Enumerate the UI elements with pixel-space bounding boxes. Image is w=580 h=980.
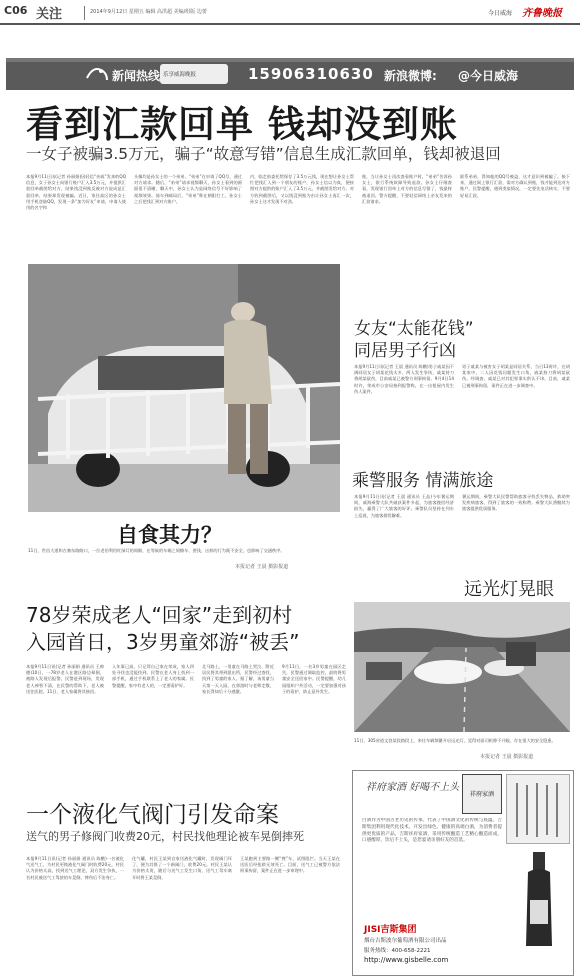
photo1-credit: 本报记者 王晨 摄影报道 — [235, 564, 289, 570]
photo2-caption: 11日，305省道文登某段路段上，来往车辆频繁开启远光灯，晃得对面司机睁不开眼，存在很大的安全隐患。 — [354, 738, 556, 743]
section-label: 关注 — [36, 7, 63, 22]
sponsor-text: 乐享威海晚报 — [163, 72, 197, 78]
hotline-phone: 15906310630 — [248, 65, 374, 83]
ad-brand-logo: JISI吉斯集团 — [364, 925, 417, 935]
ad-body: 白酒作为中国古老历史的传承，代表了中国酒文化的传统与底蕴。吉斯集团利用现代化技术，开发出绿色、健康的高端白酒，为消费者提供更优质的产品。吉斯祥府家酒，采用传统酿造工艺精心酿造而成，口感醇厚，饮后不上头，是您宴请亲朋好友的首选。 — [362, 818, 502, 844]
header-rule — [0, 23, 580, 25]
elder-title: 78岁荣成老人“回家”走到初村 入园首日，3岁男童郊游“被丢” — [26, 603, 300, 654]
elder-column-4: 9月11日，一名3岁男童在园区走失，民警通过调取监控，最终将男童安全送回家中。民警提醒，幼儿园组织户外活动，一定要加强对孩子的看护，防止意外发生。 — [282, 664, 346, 694]
hotline-label: 新闻热线 — [112, 69, 161, 83]
ad-slogan: 祥府家酒 好喝不上头 — [366, 782, 460, 793]
gas-subtitle: 送气的男子修阀门收费20元，村民找他理论被车晃倒摔死 — [26, 830, 304, 843]
gas-column-2: 化气罐，村民王某到自家送液化气罐时，发现阀门坏了，便为其换了一个新阀门，收费20元。村民王某认为价格太贵，随后与送气工发生口角，送气工驾车离开时将王某晃倒。 — [132, 856, 232, 880]
weibo-label: 新浪微博: — [384, 69, 437, 83]
service-title: 乘警服务 情满旅途 — [352, 471, 494, 491]
dateline: 2014年9月12日 星期五 编辑 高洪超 美编/组版 边蕾 — [90, 9, 207, 15]
lead-column-1: 本报9月11日讯(记者 孙丽娟)因轻信“亲戚”发来的QQ信息，女子孙女士向银行账户汇入3.5万元，并提供汇款回单截图给对方，结果钱没到账反被对方说成是汇款回单，结果却发现被骗。近日，家住高区的孙女士用手机登陆QQ，发现一条“加为好友”申请，申请人使用的名字和 — [26, 174, 126, 211]
road-photo — [354, 602, 570, 732]
lead-column-5: 联系弟弟，得知他的QQ号被盗，这才意识到被骗了。接下来，通过网上银行汇款，需对方确认到账，钱才能到达对方账户。民警提醒，遇到类似情况，一定要先电话核实，不要轻易汇款。 — [460, 174, 570, 198]
lead-column-4: 账，当让孙女士再次查看账户时，“弟弟”告诉孙女士，银行系统故障导致退款。孙女士仔细查看，发现银行回单上对方的信息写错了，钱最终被退回。警方提醒，不要轻信网络上亲友发来的汇款请求。 — [362, 174, 452, 204]
lead-subtitle: 一女子被骗3.5万元，骗子“故意写错”信息生成汇款回单，钱却被退回 — [26, 145, 501, 163]
traffic-photo — [28, 264, 340, 512]
weibo-handle: @今日威海 — [458, 69, 519, 83]
hotline-band-top — [6, 58, 574, 62]
gas-column-3: 王某跑到主要路一侧“拽”车，试图阻拦。当天王某在送医后经抢救无效死亡。目前，送气工已被警方依法刑事拘留，案件正在进一步审理中。 — [240, 856, 340, 874]
service-column-1: 本报9月11日讯(记者 王晨 通讯员 王品)今年暑运期间，威海乘警大队共破获案件多起，为旅客挽回经济损失，赢得了广大旅客的好评。乘警队员坚持在列车上巡视，为旅客排忧解难。 — [354, 494, 454, 518]
photo1-title: 自食其力？ — [117, 523, 222, 547]
ad-company: 烟台吉斯波尔葡萄酒有限公司出品 — [364, 938, 447, 944]
ad-seal-icon — [462, 774, 502, 814]
ad-calligraphy-panel — [506, 774, 570, 844]
gas-column-1: 本报9月11日讯(记者 孙丽娟 通讯员 陈鹏)一名液化气送气工，为村民更换液化气阀门时收费20元，村民认为价格太高，找到送气工理论，双方发生争执，一名村民被送气工驾驶的车晃倒，摔伤后不治身亡。 — [26, 856, 124, 880]
ad-bottle-icon — [514, 850, 564, 950]
header-divider — [84, 6, 85, 20]
gas-title: 一个液化气阀门引发命案 — [26, 802, 279, 828]
ad-website: http://www.gisbelle.com — [364, 956, 449, 964]
photo1-caption: 11日，世昌大道和古寨东路路口，一位老伯利用红绿灯的间隙，在等候的车辆之间擦车、要钱，这样的行为既不安全，也影响了交通秩序。 — [28, 548, 285, 553]
lead-column-3: 内，临走前委托给保存了3.5万元钱，现在想让孙女士帮忙把钱汇入到一个朋友的账户，孙女士信以为真，便按照对方提供的账户汇入了3.5万元，并截图发给对方。对方收到截图后，又以钱没到账为由让孙女士再汇一次，孙女士这才发现不对劲。 — [250, 174, 354, 204]
page-number: C06 — [4, 4, 28, 17]
brand-logo: 齐鲁晚报 — [522, 8, 562, 19]
lead-title: 看到汇款回单 钱却没到账 — [26, 103, 458, 146]
elder-column-2: 入年事已高，只记得自己家在荣成，家人四处寻找也没能找到。民警在老人身上找到一部手机，通过手机联系上了老人的家属。民警提醒，家中有老人的，一定要看护好。 — [112, 664, 194, 688]
sponsor-badge — [160, 64, 228, 84]
elder-column-3: 北马路上，一男童在马路上哭泣，附近居民将其带到派出所，民警经过查找，找到了男童的家人。据了解，该男童当天第一天入园，在郊游时与老师走散，家长得知后十分感激。 — [202, 664, 274, 694]
brand-small: 今日威海 — [488, 10, 513, 17]
elder-column-1: 本报9月11日讯(记者 孙丽娟 通讯员 王帅德)10日，一78岁老人在港区路边晕倒，被路人发现后报警。民警赶到现场，发现老人神智不清，在民警的帮助下，老人被送往医院。11日，老人家属将其接回。 — [26, 664, 104, 694]
photo2-title: 远光灯晃眼 — [464, 579, 554, 600]
ad-hotline: 服务热线：400-658-2221 — [364, 948, 431, 954]
hotline-logo-icon — [85, 64, 109, 84]
ad-seal-text: 祥府家酒 — [469, 791, 494, 798]
service-column-2: 暑运期间，乘警大队民警帮助旅客寻找丢失物品，救助突发疾病旅客，得到了旅客的一致称赞。乘警大队将继续为旅客提供优质服务。 — [462, 494, 570, 512]
lead-column-2: 头像均是孙女士的一个弟弟，“弟弟”在申请了QQ号，通过对方请求。随后，“弟弟”请求视频聊天，孙女士看到的画面很不清晰，聊天中，孙女士认为是网络信号不好影响了视频效果。骑车到邮局后，“弟弟”称在朝阳打工，孙女士之后把钱汇到对方账户。 — [134, 174, 242, 204]
woman-title: 女友“太能花钱” 同居男子行凶 — [354, 319, 474, 361]
woman-column-2: 男子戚某与被害女子胡某是同居关系，当日13时许，在胡某家中，二人因花钱问题发生口角，戚某持刀将胡某砍伤。经调查，戚某已对其犯罪事实供认不讳。目前，戚某已被刑事拘留，案件正在进一步调查中。 — [462, 364, 570, 388]
woman-column-1: 本报9月11日讯(记者 王晨 通讯员 陈鹏)男子戚某因不满同居女子胡某花钱太多，两人发生争执，戚某持刀将胡某砍伤，目前戚某已被警方刑事拘留。9月4日14时许，荣成市公安局接到报警称，在一出租屋内发生伤人案件。 — [354, 364, 454, 394]
photo2-credit: 本报记者 王晨 摄影报道 — [480, 754, 534, 760]
